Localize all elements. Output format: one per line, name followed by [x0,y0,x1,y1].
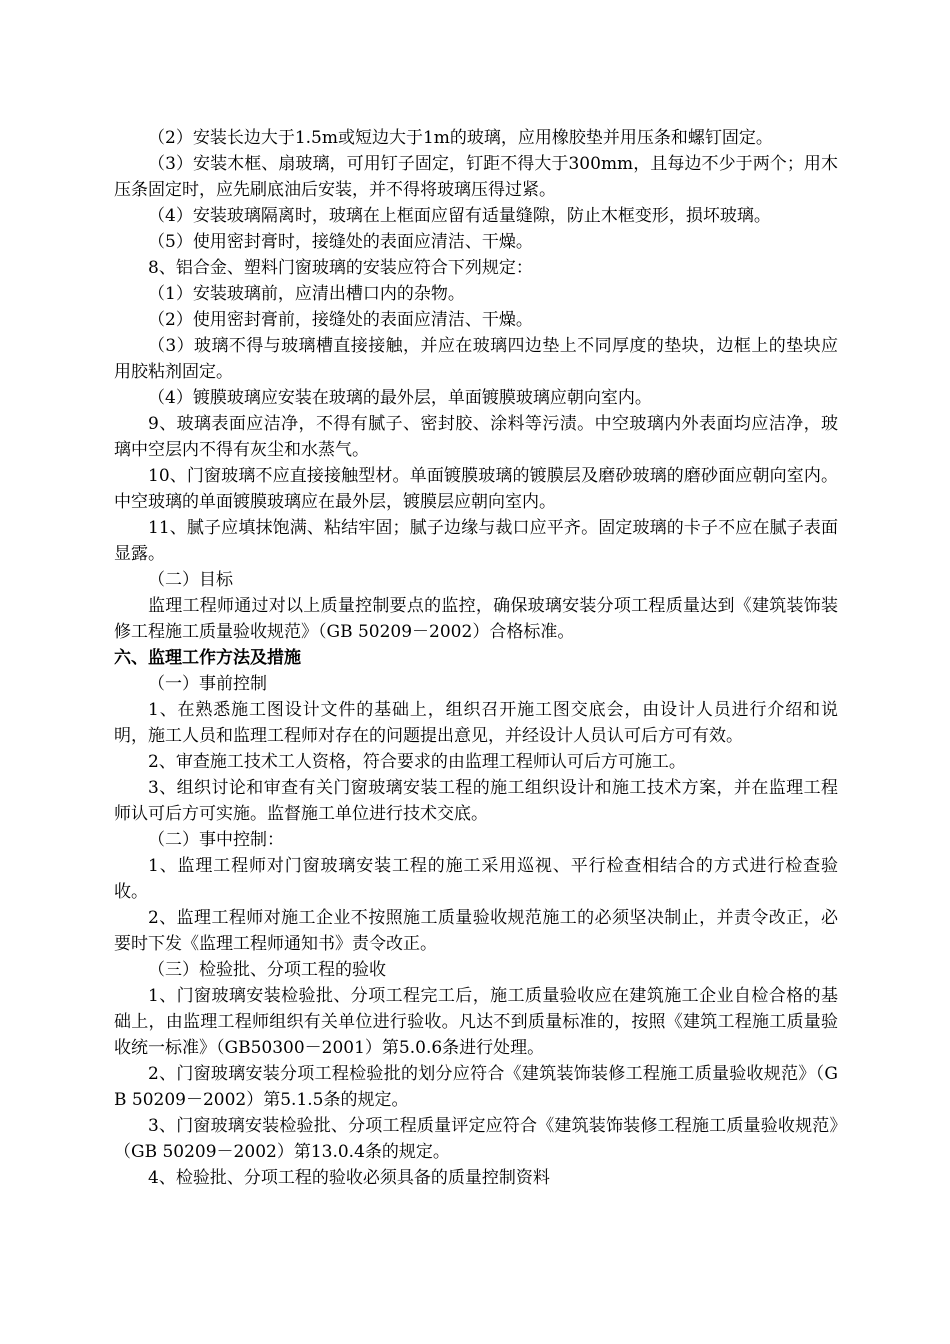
paragraph: 1、在熟悉施工图设计文件的基础上，组织召开施工图交底会，由设计人员进行介绍和说明，施工人员和监理工程师对存在的问题提出意见，并经设计人员认可后方可有效。 [114,700,838,746]
document-body [114,125,838,1191]
paragraph: （二）目标 [148,570,233,590]
paragraph: 3、组织讨论和审查有关门窗玻璃安装工程的施工组织设计和施工技术方案，并在监理工程师认可后方可实施。监督施工单位进行技术交底。 [114,778,838,824]
paragraph: （3）玻璃不得与玻璃槽直接接触，并应在玻璃四边垫上不同厚度的垫块，边框上的垫块应用胶粘剂固定。 [114,336,838,382]
paragraph: （三）检验批、分项工程的验收 [148,960,386,980]
paragraph: 3、门窗玻璃安装检验批、分项工程质量评定应符合《建筑装饰装修工程施工质量验收规范》（GB 50209－2002）第13.0.4条的规定。 [114,1116,838,1162]
paragraph: 2、门窗玻璃安装分项工程检验批的划分应符合《建筑装饰装修工程施工质量验收规范》（GB 50209－2002）第5.1.5条的规定。 [114,1064,838,1110]
paragraph: （4）镀膜玻璃应安装在玻璃的最外层，单面镀膜玻璃应朝向室内。 [148,388,652,408]
paragraph: （二）事中控制： [148,830,284,850]
paragraph: （3）安装木框、扇玻璃，可用钉子固定，钉距不得大于300mm，且每边不少于两个；用木压条固定时，应先刷底油后安装，并不得将玻璃压得过紧。 [114,154,838,200]
paragraph: （5）使用密封膏时，接缝处的表面应清洁、干燥。 [148,232,533,252]
paragraph: 1、门窗玻璃安装检验批、分项工程完工后，施工质量验收应在建筑施工企业自检合格的基础上，由监理工程师组织有关单位进行验收。凡达不到质量标准的，按照《建筑工程施工质量验收统一标准》（GB50300－2001）第5.0.6条进行处理。 [114,986,838,1058]
paragraph: （2）使用密封膏前，接缝处的表面应清洁、干燥。 [148,310,533,330]
paragraph: 2、审查施工技术工人资格，符合要求的由监理工程师认可后方可施工。 [148,752,686,772]
paragraph: 1、监理工程师对门窗玻璃安装工程的施工采用巡视、平行检查相结合的方式进行检查验收。 [114,856,838,902]
paragraph: 监理工程师通过对以上质量控制要点的监控，确保玻璃安装分项工程质量达到《建筑装饰装修工程施工质量验收规范》（GB 50209－2002）合格标准。 [114,596,838,642]
paragraph: 10、门窗玻璃不应直接接触型材。单面镀膜玻璃的镀膜层及磨砂玻璃的磨砂面应朝向室内。中空玻璃的单面镀膜玻璃应在最外层，镀膜层应朝向室内。 [114,466,838,512]
paragraph: （2）安装长边大于1.5m或短边大于1m的玻璃，应用橡胶垫并用压条和螺钉固定。 [148,128,773,148]
paragraph: 2、监理工程师对施工企业不按照施工质量验收规范施工的必须坚决制止，并责令改正，必要时下发《监理工程师通知书》责令改正。 [114,908,838,954]
section-heading: 六、监理工作方法及措施 [114,648,301,668]
paragraph: （一）事前控制 [148,674,267,694]
paragraph: 4、检验批、分项工程的验收必须具备的质量控制资料 [148,1168,550,1188]
paragraph: （4）安装玻璃隔离时，玻璃在上框面应留有适量缝隙，防止木框变形，损坏玻璃。 [148,206,771,226]
paragraph: 9、玻璃表面应洁净，不得有腻子、密封胶、涂料等污渍。中空玻璃内外表面均应洁净，玻璃中空层内不得有灰尘和水蒸气。 [114,414,838,460]
paragraph: 8、铝合金、塑料门窗玻璃的安装应符合下列规定： [148,258,533,278]
paragraph: 11、腻子应填抹饱满、粘结牢固；腻子边缘与裁口应平齐。固定玻璃的卡子不应在腻子表面显露。 [114,518,838,564]
paragraph: （1）安装玻璃前，应清出槽口内的杂物。 [148,284,465,304]
